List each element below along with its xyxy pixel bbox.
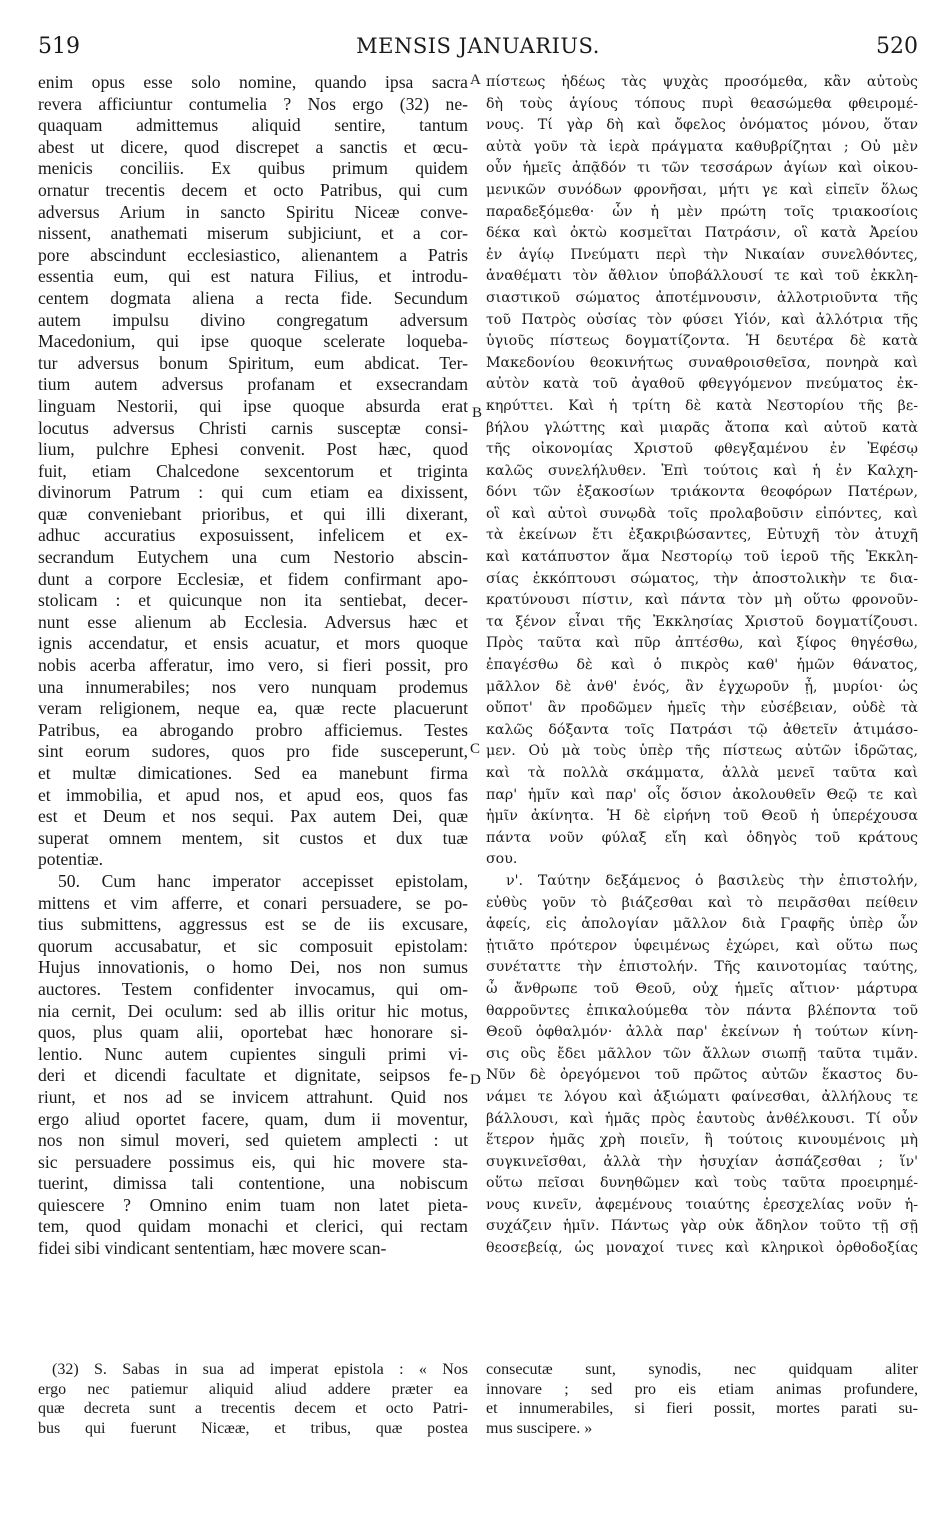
greek-text-line: οὕτω πεῖσαι δυνηθῶμεν καὶ τοὺς ταῦτα προειρημέ- <box>486 1175 918 1192</box>
latin-text-line: ornatur trecentis decem et octo Patribus, qui cum <box>38 179 468 200</box>
latin-text-line: menicis conciliis. Ex quibus primum quidem <box>38 158 468 179</box>
latin-text-line: est et Deum et nos sequi. Pax autem Dei, quæ <box>38 806 468 827</box>
latin-text-line: Hujus innovationis, o homo Dei, nos non sumus <box>38 957 468 978</box>
latin-text-line: tius submittens, aggressus est se de iis excusare, <box>38 914 468 935</box>
greek-text-line: σιαστικοῦ σώματος ἀποτέμνουσιν, ἀλλοτριοῦντα τῆς <box>486 289 918 306</box>
greek-text-line: παρ' ἡμῖν καὶ παρ' οἷς ὅσιον ἀκολουθεῖν Θεῷ τε καὶ <box>486 786 918 803</box>
footnote-line: (32) S. Sabas in sua ad imperat epistola : « Nos <box>52 1361 468 1378</box>
latin-text-line: 50. Cum hanc imperator accepisset epistolam, <box>58 870 468 891</box>
latin-text-line: auctores. Testem confidenter invocamus, qui om- <box>38 978 468 999</box>
greek-text-line: αὐτὰ γοῦν τὰ ἱερὰ πράγματα καθυβρίζηται ; Οὐ μὲν <box>486 138 918 155</box>
footnote-line: innovare ; sed pro eis etiam animas profundere, <box>486 1380 918 1398</box>
greek-text-line: τὰ ἐκείνων ἔτι ἐξακριβώσαντες, Εὐτυχῆ τὸν ἀτυχῆ <box>486 527 918 544</box>
latin-text-line: nos non simul moveri, sed quietem amplecti : ut <box>38 1130 468 1151</box>
latin-text-line: autem impulsu divino congregatum adversum <box>38 309 468 330</box>
greek-text-line: ᾐτιᾶτο πρότερον ὑφειμένως ἐχώρει, καὶ οὕτω πως <box>486 937 918 954</box>
greek-text-line: συνέταττε τὴν ἐπιστολήν. Τῆς καινοτομίας ταύτης, <box>486 959 918 976</box>
greek-text-line: νους. Τί γὰρ δὴ καὶ ὄφελος ὀνόματος μόνου, ὅταν <box>486 117 918 134</box>
running-title: MENSIS JANUARIUS. <box>356 34 600 58</box>
footnote-line: bus qui fuerunt Nicææ, et tribus, quæ postea <box>38 1419 468 1437</box>
latin-text-line: fidei sibi vindicant sententiam, hæc movere scan- <box>38 1238 387 1259</box>
greek-text-line: συγκινεῖσθαι, ἀλλὰ τὴν ἡσυχίαν ἀσπάζεσθαι ; ἵν' <box>486 1153 918 1170</box>
latin-text-line: superat omnem mentem, sit custos et dux tuæ <box>38 827 468 848</box>
greek-text-line: ἡμῖν ἀκίνητα. Ἡ δὲ εἰρήνη τοῦ Θεοῦ ἡ ὑπερέχουσα <box>486 808 918 825</box>
latin-column <box>38 72 468 1260</box>
greek-text-line: καλῶς δόξαντα τοῖς Πατράσι τῷ ἀθετεῖν ἀτιμάσο- <box>486 721 918 738</box>
greek-text-line: ἕτερον ἡμᾶς χρὴ ποιεῖν, ἢ τούτοις κινουμένοις μὴ <box>486 1132 918 1149</box>
latin-text-line: nia cernit, Dei oculum: sed ab illis oritur hic motus, <box>38 1000 468 1021</box>
latin-text-line: abest ut dicere, quod discrepet a sanctis et œcu- <box>38 136 468 157</box>
greek-text-line: καλῶς συνελήλυθεν. Ἐπὶ τούτοις καὶ ἡ ἐν Καλχη- <box>486 462 918 479</box>
latin-text-line: riunt, et nos ad se invicem attrahunt. Quid nos <box>38 1086 468 1107</box>
latin-text-line: lium, pulchre Ephesi convenit. Post hæc, quod <box>38 439 468 460</box>
latin-text-line: sic persuadere possimus eis, qui hic movere sta- <box>38 1151 468 1172</box>
footnote-line: et innumerabiles, si fieri possit, mortes parati su- <box>486 1400 918 1417</box>
greek-text-line: συχάζειν ἡμῖν. Πάντως γὰρ οὐκ ἄδηλον τοῦτο τῇ σῇ <box>486 1218 918 1235</box>
page-number-right: 520 <box>876 34 918 59</box>
margin-letter-c: C <box>470 741 481 757</box>
footnote-line: mus suscipere. » <box>486 1419 593 1437</box>
footnote-right <box>486 1360 918 1438</box>
greek-text-line: ἐπαγέσθω δὲ καὶ ὁ πικρὸς καθ' ἡμῶν θάνατος, <box>486 657 918 674</box>
margin-letter-a: A <box>470 72 481 88</box>
latin-text-line: fuit, etiam Chalcedone sexcentorum et triginta <box>38 460 468 481</box>
greek-text-line: οἳ καὶ αὐτοὶ συνῳδὰ τοῖς προλαβοῦσιν εἰπόντες, καὶ <box>486 505 918 522</box>
running-header <box>38 34 918 58</box>
greek-text-line: εὐθὺς γοῦν τὸ βιάζεσθαι καὶ τὸ πειρᾶσθαι πείθειν <box>486 894 918 911</box>
footnote-line: quæ decreta sunt a trecentis decem et octo Patri- <box>38 1400 468 1417</box>
latin-text-line: quorum accusabatur, et sic composuit epistolam: <box>38 935 468 956</box>
greek-text-line: Θεοῦ ὀφθαλμόν· ἀλλὰ παρ' ἐκείνων ἡ τούτων κίνη- <box>486 1024 918 1041</box>
greek-text-line: ἐν ἁγίῳ Πνεύματι περὶ τὴν Νικαίαν συνελθόντες, <box>486 246 918 263</box>
latin-text-line: Macedonium, qui ipse quoque scelerate loqueba- <box>38 331 468 352</box>
latin-text-line: tium autem adversus profanam et exsecrandam <box>38 374 468 395</box>
greek-text-line: νους κινεῖν, ἀφεμένους τοιαύτης ἐρεσχελίας νοῦν ἡ- <box>486 1196 918 1213</box>
latin-text-line: deri et dicendi facultate et dignitate, seipsos fe- <box>38 1065 468 1086</box>
greek-text-line: δέκα καὶ ὀκτὼ κοσμεῖται Πατράσιν, οἳ κατὰ Ἀρείου <box>486 225 918 242</box>
greek-text-line: οὖν ἡμεῖς ἀπᾷδόν τι τῶν τεσσάρων ἁγίων καὶ οἰκου- <box>486 160 918 177</box>
latin-text-line: dunt a corpore Ecclesiæ, et fidem confirmant apo- <box>38 568 468 589</box>
greek-text-line: θεοσεβείᾳ, ὡς μοναχοί τινες καὶ κληρικοὶ ὀρθοδοξίας <box>486 1240 918 1257</box>
latin-text-line: adhuc accuratius exposuissent, infelicem et ex- <box>38 525 468 546</box>
latin-text-line: tem, quod quidam monachi et clerici, qui rectam <box>38 1216 468 1237</box>
latin-text-line: pore abscindunt ecclesiastico, alienantem a Patris <box>38 244 468 265</box>
greek-text-line: μενικῶν συνόδων φρονῆσαι, μήτι γε καὶ εἰπεῖν ὅλως <box>486 181 918 198</box>
greek-text-line: νάμει τε λόγου καὶ ἀξιώματι φαίνεσθαι, ἀλλήλους τε <box>486 1088 918 1105</box>
greek-text-line: σις οὓς ἔδει μᾶλλον τῶν ἄλλων σιωπῇ ταῦτα τιμᾶν. <box>486 1045 918 1062</box>
greek-text-line: παραδεξόμεθα· ὧν ἡ μὲν πρώτη τοῖς τριακοσίοις <box>486 203 918 220</box>
greek-text-line: μᾶλλον δὲ ἀνθ' ἑνός, ἂν ἐγχωροῦν ᾖ, μυρίοι· ὡς <box>486 678 918 695</box>
page-number-left: 519 <box>38 34 80 59</box>
greek-text-line: πάντα νοῦν φύλαξ εἴη καὶ ὁδηγὸς τοῦ κράτους <box>486 829 918 846</box>
greek-text-line: ὦ ἄνθρωπε τοῦ Θεοῦ, οὐχ ἡμεῖς αἴτιον· μάρτυρα <box>486 980 918 997</box>
latin-text-line: sint eorum sudores, quos pro fide susceperunt, <box>38 741 468 762</box>
latin-text-line: divinorum Patrum : qui cum etiam ea dixissent, <box>38 482 468 503</box>
latin-text-line: veram religionem, neque ea, quæ recte placuerunt <box>38 698 468 719</box>
greek-text-line: δὴ τοὺς ἁγίους τόπους πυρὶ θεασώμεθα φθειρομέ- <box>486 95 918 112</box>
latin-text-line: adversus Arium in sancto Spiritu Niceæ conve- <box>38 201 468 222</box>
latin-text-line: ignis accendatur, et ensis acuatur, et mors quoque <box>38 633 468 654</box>
latin-text-line: linguam Nestorii, qui ipse quoque absurda erat <box>38 395 468 416</box>
latin-text-line: potentiæ. <box>38 849 103 870</box>
greek-text-line: Μακεδονίου θεοκινήτως συναθροισθεῖσα, πονηρὰ καὶ <box>486 354 918 371</box>
latin-text-line: et immobilia, et apud nos, et apud eos, quos fas <box>38 784 468 805</box>
greek-text-line: πίστεως ἡδέως τὰς ψυχὰς προσόμεθα, κἂν αὐτοὺς <box>486 74 918 90</box>
greek-text-line: Νῦν δὲ ὀρεγόμενοι τοῦ πρῶτος αὐτῶν ἕκαστος δυ- <box>486 1067 918 1084</box>
greek-text-line: ἀναθέματι τὸν ἄθλιον ὑποβάλλουσί τε καὶ τοῦ ἐκκλη- <box>486 268 918 285</box>
latin-text-line: quiescere ? Omnino enim tuam non latet pieta- <box>38 1194 468 1215</box>
greek-text-line: βήλου γλώττης καὶ μιαρᾶς ἄτοπα καὶ αὐτοῦ κατὰ <box>486 419 918 436</box>
greek-text-line: βάλλουσι, καὶ ἡμᾶς πρὸς ἑαυτοὺς ἀνθέλκουσι. Τί οὖν <box>486 1110 918 1127</box>
latin-text-line: mittens et vim afferre, et conari persuadere, se po- <box>38 892 468 913</box>
greek-text-line: ὑγιοῦς πίστεως δογματίζοντα. Ἡ δευτέρα δὲ κατὰ <box>486 333 918 350</box>
greek-text-line: δόνι τῶν ἑξακοσίων τριάκοντα θεοφόρων Πατέρων, <box>486 484 918 501</box>
latin-text-line: quos, plus quam alii, oportebat hæc honorare si- <box>38 1022 468 1043</box>
latin-text-line: secrandum Eutychem una cum Nestorio abscin- <box>38 547 468 568</box>
greek-text-line: κηρύττει. Καὶ ἡ τρίτη δὲ κατὰ Νεστορίου τῆς βε- <box>486 397 918 414</box>
greek-text-line: μεν. Οὐ μὰ τοὺς ὑπὲρ τῆς πίστεως αὐτῶν ἱδρῶτας, <box>486 743 918 760</box>
greek-text-line: καὶ κατάπυστον ἅμα Νεστορίῳ τοῦ ἱεροῦ τῆς Ἐκκλη- <box>486 549 918 566</box>
latin-text-line: ergo aliud oportet facere, quam, dum ii moventur, <box>38 1108 468 1129</box>
latin-text-line: stolicam : et quicunque non ita sentiebat, decer- <box>38 590 468 611</box>
greek-text-line: Πρὸς ταῦτα καὶ πῦρ ἀπτέσθω, καὶ ξίφος θηγέσθω, <box>486 635 918 652</box>
greek-text-line: αὐτὸν κατὰ τοῦ ἀγαθοῦ φθεγγόμενον πνεύματος ἐκ- <box>486 376 918 393</box>
greek-text-line: τῆς οἰκονομίας Χριστοῦ φθεγξαμένου ἐν Ἐφέσῳ <box>486 441 918 458</box>
latin-text-line: enim opus esse solo nomine, quando ipsa sacra <box>38 72 468 92</box>
margin-letter-b: B <box>472 405 483 421</box>
latin-text-line: tuerint, dimissa tali contentione, una nobiscum <box>38 1173 468 1194</box>
margin-letter-d: D <box>470 1072 481 1088</box>
latin-text-line: essentia eum, qui est natura Filius, et introdu- <box>38 266 468 287</box>
latin-text-line: Patribus, ea abrogando probro afficiemus. Testes <box>38 719 468 740</box>
latin-text-line: una innumerabiles; nos vero nunquam prodemus <box>38 676 468 697</box>
latin-text-line: quæ conveniebant prioribus, et qui illi dixerant, <box>38 503 468 524</box>
footnote-line: consecutæ sunt, synodis, nec quidquam aliter <box>486 1361 918 1378</box>
latin-text-line: et multæ dimicationes. Sed ea manebunt firma <box>38 763 468 783</box>
greek-text-line: ἀφείς, εἰς ἀπολογίαν μᾶλλον διὰ Γραφῆς ὑπὲρ ὧν <box>486 916 918 933</box>
latin-text-line: nobis acerba afferatur, imo vero, si fieri possit, pro <box>38 655 468 676</box>
greek-text-line: οὔποτ' ἂν προδῶμεν ἡμεῖς τὴν εὐσέβειαν, οὐδὲ τὰ <box>486 700 918 717</box>
greek-text-line: τα ξένον εἶναι τῆς Ἐκκλησίας Χριστοῦ δογματίζουσι. <box>486 613 918 630</box>
latin-text-line: tur adversus bonum Spiritum, eum abdicat. Ter- <box>38 352 468 373</box>
greek-text-line: θαρροῦντες ἐπικαλούμεθα τὸν πάντα βλέποντα τοῦ <box>486 1002 918 1019</box>
footnote-line: ergo nec patiemur aliquid aliud addere præter ea <box>38 1380 468 1398</box>
greek-text-line: ν'. Ταύτην δεξάμενος ὁ βασιλεὺς τὴν ἐπιστολήν, <box>506 872 918 889</box>
latin-text-line: revera afficiuntur contumelia ? Nos ergo (32) ne- <box>38 93 468 114</box>
latin-text-line: nunt esse alienum ab Ecclesia. Adversus hæc et <box>38 611 468 632</box>
greek-text-line: κρατύνουσι πίστιν, καὶ πάντα τὸν μὴ οὕτω φρονοῦν- <box>486 592 918 609</box>
greek-text-line: καὶ τὰ πολλὰ σκάμματα, ἀλλὰ μενεῖ ταῦτα καὶ <box>486 765 918 781</box>
latin-text-line: nissent, anathemati miserum subjiciunt, et a cor- <box>38 223 468 244</box>
greek-text-line: σου. <box>486 851 518 868</box>
latin-text-line: quaquam admittemus aliquid sentire, tantum <box>38 115 468 136</box>
footnote-left <box>38 1360 468 1438</box>
greek-text-line: σίας ἐκκόπτουσι σώματος, τὴν ἀποστολικὴν τε δια- <box>486 570 918 587</box>
greek-text-line: τοῦ Πατρὸς οὐσίας τὸν φύσει Υἱόν, καὶ ἀλλότρια τῆς <box>486 311 918 328</box>
latin-text-line: locutus adversus Christi carnis susceptæ consi- <box>38 417 468 438</box>
latin-text-line: lentio. Nunc autem cupientes singuli primi vi- <box>38 1043 468 1064</box>
greek-column <box>486 72 918 1260</box>
latin-text-line: centem dogmata aliena a recta fide. Secundum <box>38 287 468 308</box>
